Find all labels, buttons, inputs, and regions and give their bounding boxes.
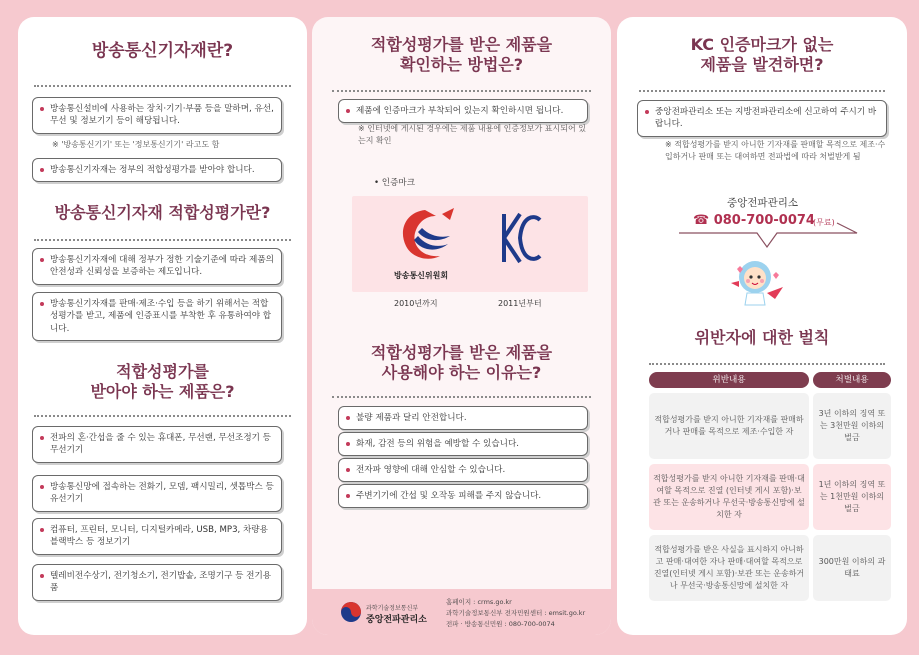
speech-line-icon [677, 221, 861, 251]
gov-emblem-icon [340, 601, 362, 623]
panel-right [617, 17, 907, 635]
note-text: ※ '방송통신기기' 또는 '정보통신기기' 라고도 함 [52, 140, 220, 149]
section-title-how-to-check [312, 35, 611, 75]
note-text: ※ 인터넷에 게시된 경우에는 제품 내용에 인증정보가 표시되어 있는지 확인 [358, 124, 586, 145]
info-box: 방송통신설비에 사용하는 장치·기기·부품 등을 말하며, 유선, 무선 및 정보기기 등이 해당됩니다. [32, 97, 282, 134]
title-line: 확인하는 방법은? [399, 55, 524, 74]
section-title-assessment: 방송통신기자재 적합성평가란? [54, 203, 271, 222]
reason-item: 화재, 감전 등의 위험을 예방할 수 있습니다. [338, 432, 588, 456]
info-box: 방송통신기자재는 정부의 적합성평가를 받아야 합니다. [32, 158, 282, 182]
title-line: 적합성평가를 받은 제품을 [370, 35, 553, 54]
agency-name: 중앙전파관리소 [366, 615, 427, 625]
divider [34, 239, 291, 241]
table-header-penalty: 처벌내용 [813, 372, 891, 388]
footer-e-center: 과학기술정보통신부 전자민원센터 : emsit.go.kr [446, 609, 586, 617]
divider [332, 396, 591, 398]
title-line: 적합성평가를 받은 제품을 [370, 343, 553, 362]
mark-area [352, 196, 588, 292]
footer-homepage: 홈페이지 : crms.go.kr [446, 598, 512, 606]
table-cell-violation: 적합성평가를 받지 아니한 기자재를 판매하거나 판매를 목적으로 제조·수입한 자 [649, 393, 809, 459]
section-title-no-kc [617, 35, 907, 75]
divider [649, 363, 885, 365]
agency-label: 중앙전파관리소 [727, 197, 799, 209]
title-line: 적합성평가를 [116, 362, 209, 381]
info-box: 제품에 인증마크가 부착되어 있는지 확인하시면 됩니다. [338, 99, 588, 123]
reason-item: 전자파 영향에 대해 안심할 수 있습니다. [338, 458, 588, 482]
divider [34, 415, 291, 417]
panel-middle [312, 17, 611, 635]
product-item: 컴퓨터, 프린터, 모니터, 디지털카메라, USB, MP3, 차량용 블랙박스 등 정보기기 [32, 518, 282, 555]
section-title-why-use [312, 343, 611, 383]
product-item: 방송통신망에 접속하는 전화기, 모뎀, 팩시밀리, 셋톱박스 등 유선기기 [32, 475, 282, 512]
mark-label: • 인증마크 [374, 178, 416, 188]
title-line: 받아야 하는 제품은? [90, 382, 235, 401]
product-item: 전파의 혼·간섭을 줄 수 있는 휴대폰, 무선랜, 무선조정기 등 무선기기 [32, 426, 282, 463]
reason-item: 불량 제품과 달리 안전합니다. [338, 406, 588, 430]
section-title-what-is: 방송통신기자재란? [91, 41, 234, 61]
panel-left [18, 17, 307, 635]
note-text: ※ 적합성평가를 받지 아니한 기자재를 판매할 목적으로 제조·수입하거나 판매 또는 대여하면 전파법에 따라 처벌받게 됨 [665, 140, 886, 161]
info-box: 중앙전파관리소 또는 지방전파관리소에 신고하여 주시기 바랍니다. [637, 100, 887, 137]
divider [332, 90, 591, 92]
year-label: 2010년까지 [394, 299, 438, 308]
table-cell-penalty: 3년 이하의 징역 또는 3천만원 이하의 벌금 [813, 393, 891, 459]
table-cell-penalty: 1년 이하의 징역 또는 1천만원 이하의 벌금 [813, 464, 891, 530]
product-item: 텔레비전수상기, 전기청소기, 전기밥솥, 조명기구 등 전기용품 [32, 564, 282, 601]
org-name: 방송통신위원회 [394, 271, 449, 280]
info-box: 방송통신기자재를 판매·제조·수입 등을 하기 위해서는 적합성평가를 받고, 제품에 인증표시를 부착한 후 유통하여야 합니다. [32, 292, 282, 341]
table-header-violation: 위반내용 [649, 372, 809, 388]
kcc-logo-icon [392, 204, 458, 264]
reason-item: 주변기기에 간섭 및 오작동 피해를 주지 않습니다. [338, 484, 588, 508]
title-line: 사용해야 하는 이유는? [381, 363, 542, 382]
ministry-name: 과학기술정보통신부 [366, 605, 419, 612]
free-label: (무료) [813, 218, 835, 227]
divider [34, 85, 291, 87]
info-box: 방송통신기자재에 대해 정부가 정한 기술기준에 따라 제품의 안전성과 신뢰성을 보증하는 제도입니다. [32, 248, 282, 285]
kc-mark-icon [500, 210, 544, 266]
table-cell-penalty: 300만원 이하의 과태료 [813, 535, 891, 601]
table-cell-violation: 적합성평가를 받은 사실을 표시하지 아니하고 판매·대여한 자나 판매·대여할 목적으로 진열(인터넷 게시 포함)·보관 또는 운송하거나 무선국·방송통신망에 설치한 자 [649, 535, 809, 601]
divider [639, 90, 885, 92]
footer-phone: 전파 · 방송통신민원 : 080-700-0074 [446, 620, 555, 628]
title-line: 제품을 발견하면? [700, 55, 824, 74]
footer [312, 589, 611, 635]
table-cell-violation: 적합성평가를 받지 아니한 기자재를 판매·대여할 목적으로 진열 (인터넷 게시 포함)·보관 또는 운송하거나 무선국·방송통신망에 설치한 자 [649, 464, 809, 530]
year-label: 2011년부터 [498, 299, 542, 308]
title-line: KC 인증마크가 없는 [690, 35, 834, 54]
mascot-icon [729, 253, 785, 309]
phone-number: ☎ 080-700-0074 [693, 213, 815, 228]
section-title-penalties: 위반자에 대한 벌칙 [694, 328, 830, 347]
section-title-products [18, 362, 307, 402]
